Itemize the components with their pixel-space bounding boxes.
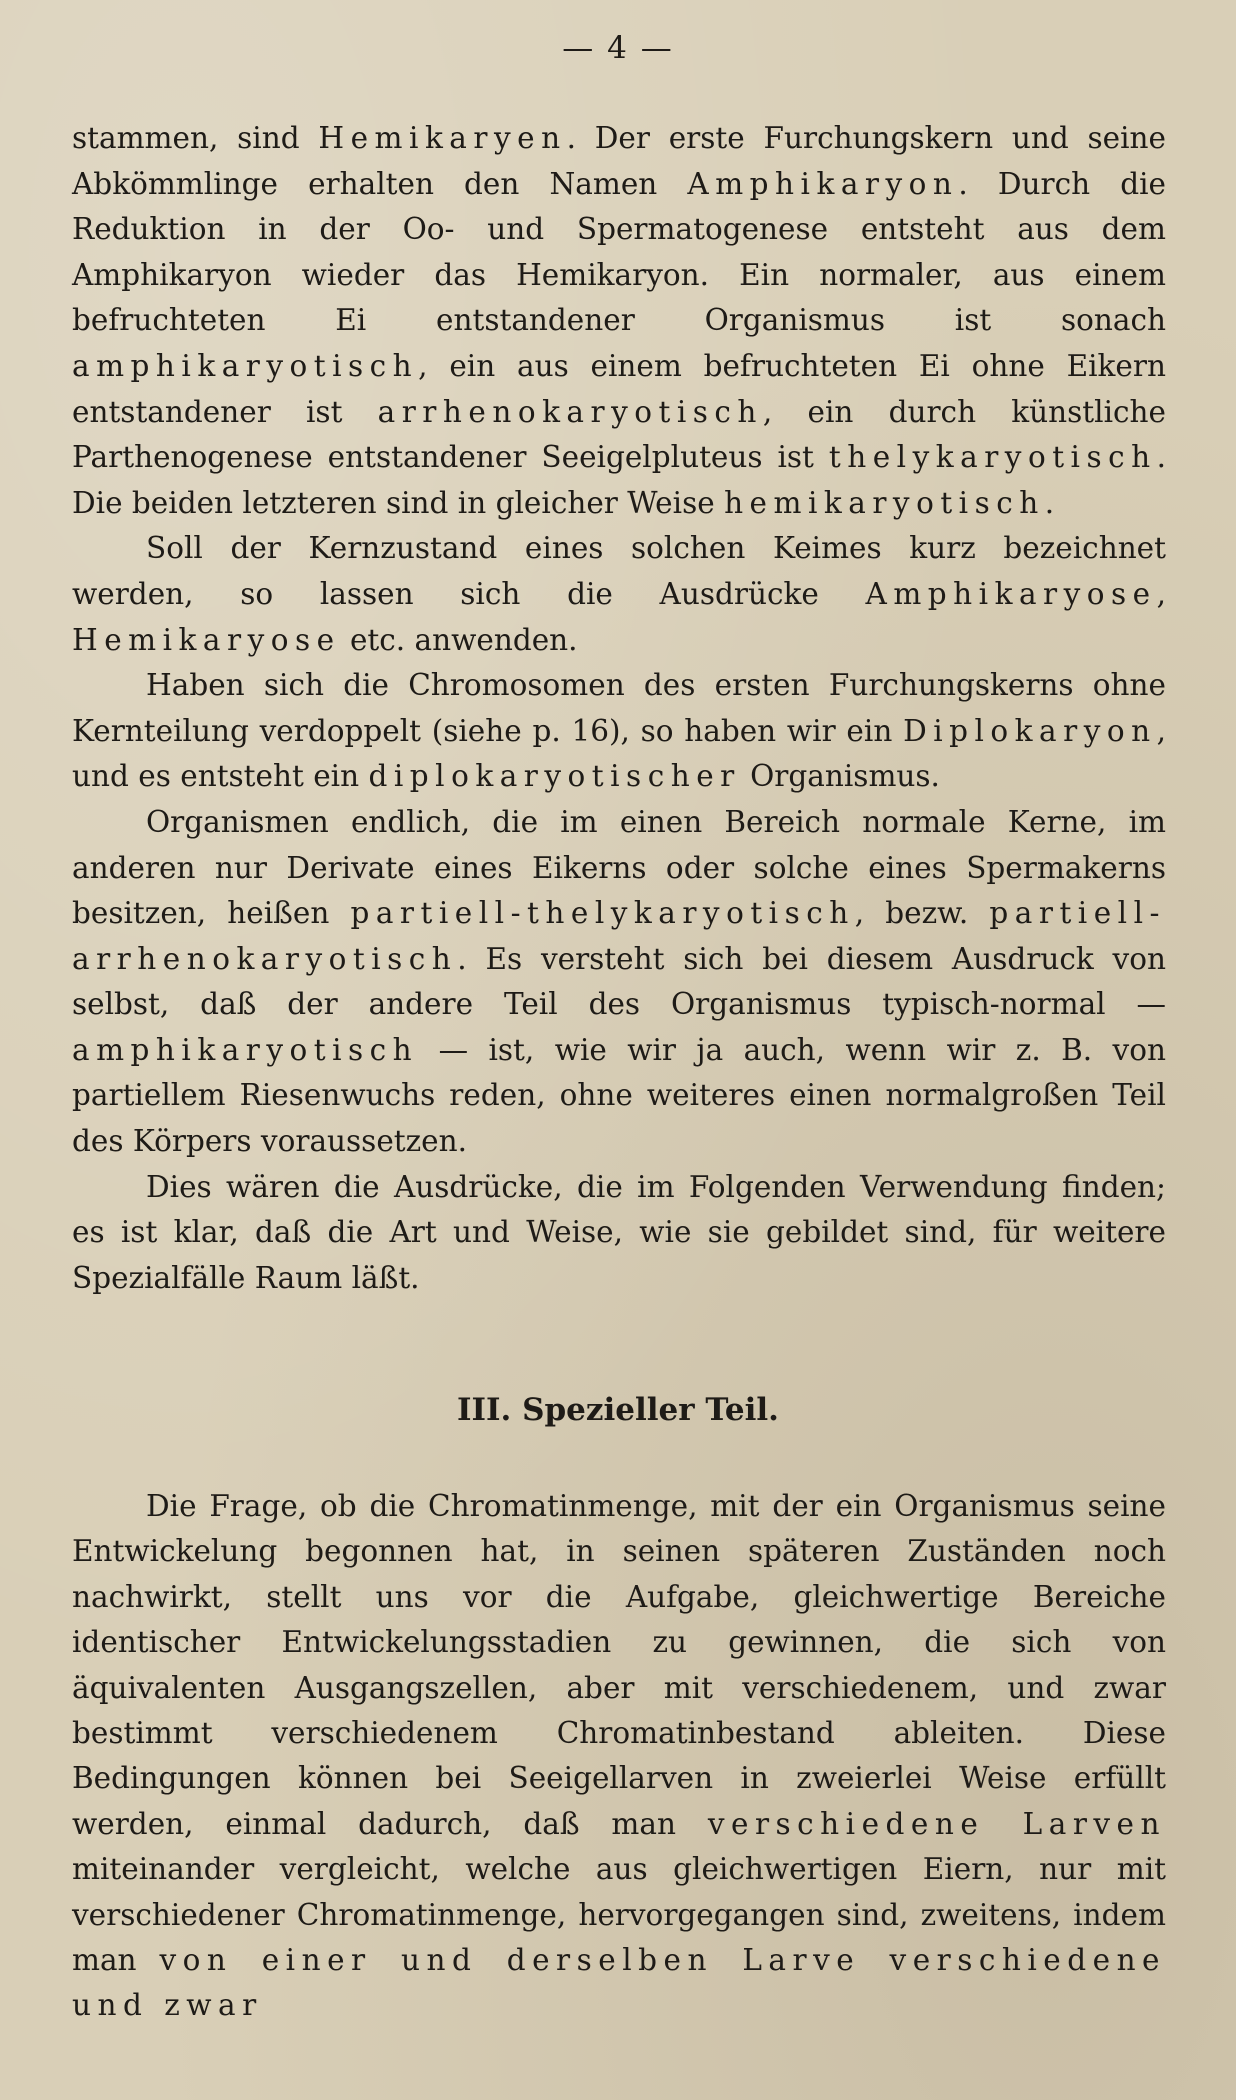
spaced-term: diplokaryotischer [368,759,741,794]
spaced-term: Amphikaryose [865,576,1157,611]
text-run: — ist, wie wir ja auch, wenn wir z. B. von partiellem Riesenwuchs reden, ohne weiteres einen normalgroßen Teil des Körpers voraussetzen. [72,1032,1166,1159]
text-run: . Die beiden letzteren sind in gleicher Weise [72,440,1166,520]
spaced-term: Hemikaryen [318,121,567,155]
text-run: Organismus. [740,759,940,794]
text-run: Dies wären die Ausdrücke, die im Folgenden Verwendung finden; es ist klar, daß die Art und Weise, wie sie gebildet sind, für weitere Spezialfälle Raum läßt. [72,1169,1166,1295]
text-run: , ein durch künstliche Parthenogenese entstandener Seeigelpluteus ist [72,394,1166,475]
section-heading: III. Spezieller Teil. [457,1392,779,1428]
paragraph [72,800,1166,1165]
spaced-term: amphikaryotisch [72,348,419,383]
text-run: . Es versteht sich bei diesem Ausdruck von selbst, daß der andere Teil des Organismus typisch-normal — [72,941,1166,1022]
text-run: . [1044,485,1055,520]
text-run: , ein aus einem befruchteten Ei ohne Eikern entstandener ist [72,348,1166,429]
spaced-term: partiell-thelykaryotisch [350,896,855,931]
spaced-term: verschiedene Larven [707,1806,1166,1841]
text-run: etc. anwenden. [340,622,578,657]
spaced-term: partiell-arrhenokaryotisch [72,896,1166,976]
text-run: Organismen endlich, die im einen Bereich normale Kerne, im anderen nur Derivate eines Eikerns oder solche eines Spermakerns besitzen, heißen [72,804,1166,931]
spaced-term: Hemikaryose [72,622,341,657]
text-run: miteinander vergleicht, welche aus gleichwertigen Eiern, nur mit verschiedener Chromatinmenge, hervorgegangen sind, zweitens, indem man [72,1852,1166,1978]
spaced-term: amphikaryotisch [72,1032,419,1067]
text-run: stammen, sind [72,121,319,155]
spaced-term: arrhenokaryotisch [377,394,763,429]
spaced-term: Diplokaryon [903,713,1157,748]
spaced-term: thelykaryotisch [828,440,1157,475]
text-run: Die Frage, ob die Chromatinmenge, mit der ein Organismus seine Entwickelung begonnen hat, in seinen späteren Zuständen noch nachwirkt, stellt uns vor die Aufgabe, gleichwertige Bereiche identischer Entwickelungsstadien zu gewinnen, die sich von äquivalenten Ausgangszellen, aber mit verschiedenem, und zwar bestimmt verschiedenem Chromatinbestand ableiten. Diese Bedingungen können bei Seeigellarven in zweierlei Weise erfüllt werden, einmal dadurch, daß man [72,1489,1166,1841]
text-run: . Der erste Furchungskern und seine Abkömmlinge erhalten den Namen [72,121,1167,201]
text-run: , [1156,576,1166,611]
text-run: , und es entsteht ein [72,713,1166,794]
spaced-term: von einer und derselben Larve verschiedene und zwar [72,1943,1167,2023]
spaced-term: Amphikaryon [687,166,959,201]
page-number: — 4 — [562,30,674,66]
paragraph [72,116,1166,526]
spaced-term: hemikaryotisch [724,485,1045,520]
body-text-block-2 [72,1484,1166,2029]
text-run: Soll der Kernzustand eines solchen Keimes kurz bezeichnet werden, so lassen sich die Ausdrücke [72,531,1166,611]
paragraph [72,663,1166,800]
text-run: , bezw. [854,896,990,931]
body-text-block-1 [72,116,1166,1301]
paragraph [72,526,1166,663]
text-run: Haben sich die Chromosomen des ersten Furchungskerns ohne Kernteilung verdoppelt (siehe p. 16), so haben wir ein [72,668,1166,748]
paragraph [72,1484,1166,2029]
text-run: . Durch die Reduktion in der Oo- und Spermatogenese entsteht aus dem Amphikaryon wieder das Hemikaryon. Ein normaler, aus einem befruchteten Ei entstandener Organismus ist sonach [72,166,1166,338]
paragraph [72,1165,1166,1302]
